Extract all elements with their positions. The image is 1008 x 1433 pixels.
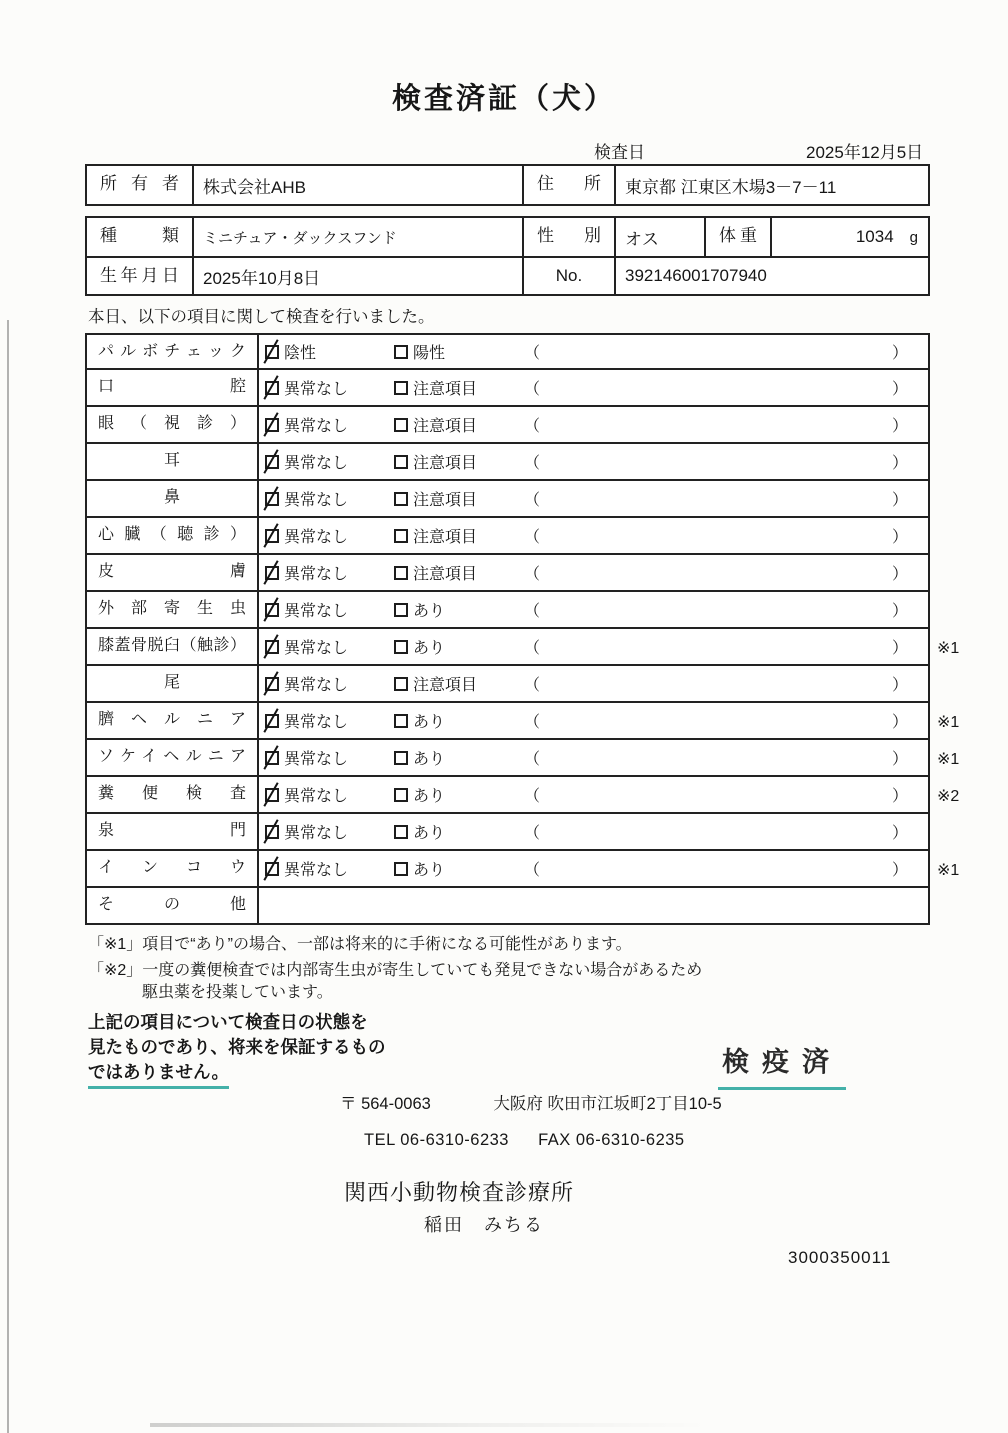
weight-unit: g [909,228,918,246]
owner-address-label: 住所 [522,166,614,204]
checkbox-checked-icon [265,751,279,765]
pet-table [85,216,930,296]
paren-open: （ [524,751,541,768]
disclaimer-line: ではありません。 [88,1060,229,1089]
option-label: 注意項目 [413,566,478,583]
option-normal [265,598,391,621]
checkbox-checked-icon [265,825,279,839]
paren-close: ） [891,492,908,509]
option-normal [265,746,391,769]
footnote-ref: ※1 [937,713,960,731]
option-caution [394,487,524,510]
option-present [394,857,524,880]
paren-close: ） [891,455,908,472]
option-normal [265,635,391,658]
paren-close: ） [891,529,908,546]
checkbox-checked-icon [265,640,279,654]
birthdate-label: 生年月日 [100,266,179,285]
item-label: 眼（視診） [87,407,259,442]
option-label: 異常なし [284,455,349,472]
option-present [394,783,524,806]
paren-open: （ [524,345,541,362]
checkbox-icon [394,529,408,543]
paren-close: ） [891,345,908,362]
paren-close: ） [891,381,908,398]
checkbox-icon [394,751,408,765]
table-row [85,629,960,666]
paren-open: （ [524,788,541,805]
table-row [85,407,930,444]
option-normal [265,783,391,806]
option-present [394,709,524,732]
option-normal [265,709,391,732]
clinic-postal-row [340,1090,722,1114]
disclaimer-text [88,1010,386,1089]
paren-open: （ [524,714,541,731]
option-label: 異常なし [284,418,349,435]
option-label: あり [413,603,446,620]
certificate-no-value: 392146001707940 [614,258,928,294]
option-normal [265,857,391,880]
option-present [394,635,524,658]
paren-open: （ [524,529,541,546]
table-row [85,555,930,592]
table-row [85,888,930,925]
paren-close: ） [891,714,908,731]
option-label: あり [413,751,446,768]
inspection-date-value: 2025年12月5日 [806,143,924,162]
checkbox-icon [394,788,408,802]
paren-close: ） [891,418,908,435]
intro-text: 本日、以下の項目に関して検査を行いました。 [88,308,435,326]
disclaimer-line: 上記の項目について検査日の状態を [88,1012,368,1032]
paren-open: （ [524,825,541,842]
table-row [87,256,928,294]
checkbox-icon [394,492,408,506]
paren-open: （ [524,566,541,583]
checkbox-checked-icon [265,345,279,359]
option-normal [265,561,391,584]
item-label: その他 [87,888,259,923]
item-label: ソケイヘルニア [87,740,259,775]
weight-value-cell [770,218,928,256]
table-row [85,370,930,407]
table-row [85,333,930,370]
quarantine-stamp: 検疫済 [718,1040,846,1090]
checkbox-icon [394,714,408,728]
paren-open: （ [524,603,541,620]
inspection-date-label: 検査日 [594,143,645,162]
scan-artifact [7,320,9,1433]
clinic-name: 関西小動物検査診療所 [344,1180,575,1205]
option-caution [394,413,524,436]
clinic-address: 大阪府 吹田市江坂町2丁目10-5 [493,1095,722,1113]
option-label: 異常なし [284,788,349,805]
sex-value: オス [614,218,704,256]
paren-close: ） [891,640,908,657]
item-label: 尾 [87,666,259,701]
table-row [85,666,930,703]
item-label: インコウ [87,851,259,886]
checkbox-checked-icon [265,566,279,580]
option-label: 異常なし [284,714,349,731]
option-negative [265,340,391,363]
checkbox-checked-icon [265,788,279,802]
option-label: 異常なし [284,825,349,842]
option-label: 注意項目 [413,529,478,546]
disclaimer-line: 見たものであり、将来を保証するもの [88,1037,386,1057]
checkbox-icon [394,455,408,469]
document-number: 3000350011 [788,1248,892,1267]
option-label: 陰性 [284,345,317,362]
option-normal [265,487,391,510]
option-label: 注意項目 [413,381,478,398]
option-positive [394,340,524,363]
empty-cell [259,888,928,923]
breed-value: ミニチュア・ダックスフンド [192,218,522,256]
option-caution [394,450,524,473]
owner-value: 株式会社AHB [192,166,522,204]
item-label: 糞便検査 [87,777,259,812]
checkbox-icon [394,677,408,691]
table-row [85,518,930,555]
clinic-fax: FAX 06-6310-6235 [538,1131,685,1149]
footnote-ref: ※1 [937,861,960,879]
checkbox-checked-icon [265,418,279,432]
footnote-ref: ※1 [937,750,960,768]
item-label: 泉門 [87,814,259,849]
paren-close: ） [891,566,908,583]
checkbox-checked-icon [265,455,279,469]
weight-value: 1034 [855,227,894,246]
option-label: 注意項目 [413,492,478,509]
option-label: 異常なし [284,603,349,620]
option-label: あり [413,714,446,731]
item-label: パルボチェック [87,335,259,368]
paren-open: （ [524,640,541,657]
item-label: 膝蓋骨脱臼（触診） [87,629,259,664]
option-label: 異常なし [284,640,349,657]
owner-address-value: 東京都 江東区木場3－7－11 [614,166,928,204]
checkbox-checked-icon [265,603,279,617]
option-label: 注意項目 [413,455,478,472]
footnote-ref: ※2 [937,787,960,805]
item-label: 皮膚 [87,555,259,590]
certificate-no-label: No. [522,258,614,294]
option-normal [265,376,391,399]
paren-open: （ [524,381,541,398]
checkbox-checked-icon [265,677,279,691]
table-row [85,703,960,740]
footnote-1: 「※1」項目で“あり”の場合、一部は将来的に手術になる可能性があります。 [88,936,632,953]
page-title: 検査済証（犬） [391,83,616,115]
owner-table [85,164,930,206]
paren-open: （ [524,862,541,879]
option-label: 異常なし [284,677,349,694]
breed-label: 種類 [100,226,179,245]
option-caution [394,561,524,584]
option-caution [394,524,524,547]
option-present [394,746,524,769]
paren-open: （ [524,455,541,472]
paren-close: ） [891,751,908,768]
table-row [85,740,960,777]
owner-label: 所有者 [100,174,179,193]
birthdate-value: 2025年10月8日 [192,258,522,294]
checkbox-icon [394,603,408,617]
table-row [85,851,960,888]
option-label: 異常なし [284,381,349,398]
table-row [85,777,960,814]
option-normal [265,524,391,547]
checkbox-checked-icon [265,381,279,395]
item-label: 口腔 [87,370,259,405]
paren-open: （ [524,677,541,694]
paren-close: ） [891,788,908,805]
option-normal [265,820,391,843]
table-row [87,166,928,204]
checkbox-icon [394,418,408,432]
paren-close: ） [891,677,908,694]
checkbox-icon [394,566,408,580]
checkbox-icon [394,825,408,839]
footnote-2-line2: 駆虫薬を投薬しています。 [142,984,333,1001]
option-label: あり [413,788,446,805]
footnote-2-line1: 「※2」一度の糞便検査では内部寄生虫が寄生していても発見できない場合があるため [88,962,703,979]
option-caution [394,672,524,695]
item-label: 耳 [87,444,259,479]
item-label: 心臓（聴診） [87,518,259,553]
inspection-items-table [85,333,960,925]
option-normal [265,413,391,436]
scan-artifact [150,1423,710,1427]
option-label: あり [413,640,446,657]
checkbox-checked-icon [265,529,279,543]
item-label: 鼻 [87,481,259,516]
clinic-tel: TEL 06-6310-6233 [364,1131,509,1149]
postal-code: 〒 564-0063 [340,1095,431,1113]
paren-close: ） [891,862,908,879]
paren-close: ） [891,603,908,620]
sex-label: 性別 [522,218,614,256]
checkbox-icon [394,640,408,654]
veterinarian-name: 稲田 みちる [424,1215,544,1235]
table-row [85,814,930,851]
option-label: 異常なし [284,751,349,768]
table-row [85,481,930,518]
footnote-ref: ※1 [937,639,960,657]
paren-open: （ [524,418,541,435]
option-normal [265,450,391,473]
option-label: 注意項目 [413,677,478,694]
option-caution [394,376,524,399]
checkbox-checked-icon [265,862,279,876]
option-label: あり [413,825,446,842]
checkbox-checked-icon [265,714,279,728]
option-label: あり [413,862,446,879]
option-present [394,598,524,621]
clinic-telfax-row [364,1131,685,1150]
item-label: 外部寄生虫 [87,592,259,627]
checkbox-icon [394,345,408,359]
checkbox-icon [394,862,408,876]
option-label: 陽性 [413,345,446,362]
option-present [394,820,524,843]
table-row [85,444,930,481]
option-label: 注意項目 [413,418,478,435]
item-label: 臍ヘルニア [87,703,259,738]
option-label: 異常なし [284,566,349,583]
table-row [87,218,928,256]
option-normal [265,672,391,695]
checkbox-checked-icon [265,492,279,506]
option-label: 異常なし [284,492,349,509]
paren-close: ） [891,825,908,842]
checkbox-icon [394,381,408,395]
paren-open: （ [524,492,541,509]
table-row [85,592,930,629]
option-label: 異常なし [284,529,349,546]
weight-label: 体重 [704,218,770,256]
option-label: 異常なし [284,862,349,879]
